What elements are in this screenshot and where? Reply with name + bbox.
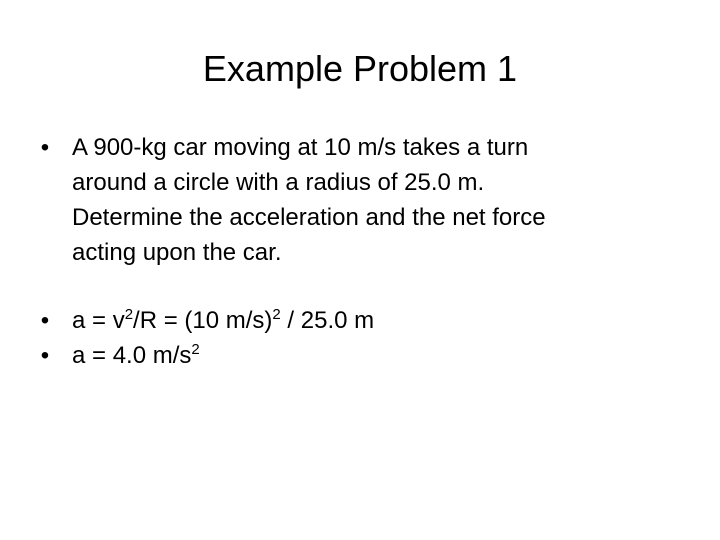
problem-statement: [30, 130, 690, 270]
bullet-list: [30, 130, 690, 373]
problem-line-1: A 900-kg car moving at 10 m/s takes a turn: [72, 134, 529, 161]
equation-1-part-2: /R = (10 m/s): [133, 307, 273, 334]
problem-line-2: around a circle with a radius of 25.0 m.: [72, 169, 485, 196]
bullet-icon: •: [40, 307, 50, 334]
equation-2-part-1: a = 4.0 m/s: [72, 342, 192, 369]
bullet-icon: •: [40, 342, 50, 369]
equation-acceleration-formula: [30, 303, 690, 338]
problem-line-4: acting upon the car.: [72, 239, 282, 266]
equation-1-exponent-1: 2: [124, 306, 134, 323]
equation-2-exponent-1: 2: [191, 341, 200, 358]
equation-acceleration-result: [30, 338, 690, 373]
bullet-icon: •: [40, 134, 50, 161]
slide-title: Example Problem 1: [202, 48, 518, 89]
equation-1-part-1: a = v: [72, 307, 125, 334]
equation-1-exponent-2: 2: [272, 306, 281, 323]
problem-line-3: Determine the acceleration and the net force: [72, 204, 546, 231]
spacer: [30, 270, 690, 303]
equation-1-part-3: / 25.0 m: [280, 307, 375, 334]
